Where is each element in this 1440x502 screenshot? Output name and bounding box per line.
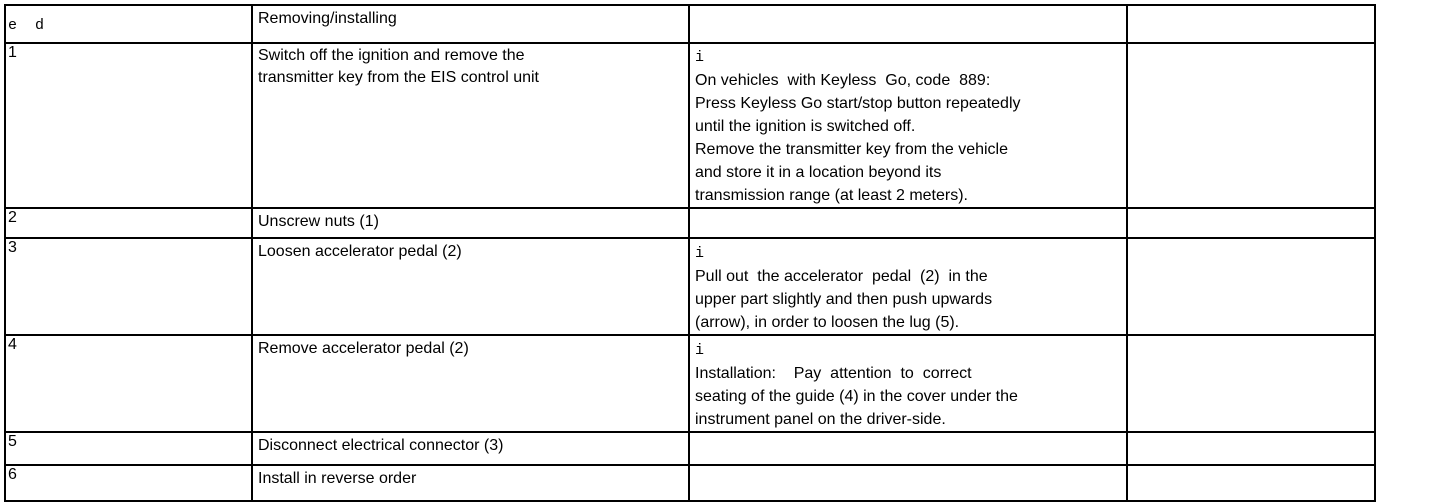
- step-number: 2: [5, 208, 252, 238]
- step-action: Switch off the ignition and remove the transmitter key from the EIS control unit: [252, 43, 689, 208]
- step-note: [689, 208, 1127, 238]
- step-note: i On vehicles with Keyless Go, code 889: Press Keyless Go start/stop button repeatedly until the ignition is switched off. Remove the transmitter key from the vehicle and store it in a location beyond its transmission range (at least 2 meters).: [689, 43, 1127, 208]
- header-operation-column: Removing/installing: [252, 5, 689, 43]
- step-action: Disconnect electrical connector (3): [252, 432, 689, 465]
- step-number: 1: [5, 43, 252, 208]
- step-number: 6: [5, 465, 252, 501]
- step-number: 5: [5, 432, 252, 465]
- step-extra: [1127, 465, 1375, 501]
- step-extra: [1127, 208, 1375, 238]
- step-note: [689, 465, 1127, 501]
- info-icon: i: [695, 49, 705, 66]
- table-row: [5, 335, 1375, 432]
- step-action: Remove accelerator pedal (2): [252, 335, 689, 432]
- step-note: [689, 432, 1127, 465]
- step-number: 4: [5, 335, 252, 432]
- step-action: Loosen accelerator pedal (2): [252, 238, 689, 335]
- table-row: [5, 238, 1375, 335]
- info-icon: i: [695, 342, 705, 359]
- step-action: Install in reverse order: [252, 465, 689, 501]
- step-note: i Pull out the accelerator pedal (2) in the upper part slightly and then push upwards (arrow), in order to loosen the lug (5).: [689, 238, 1127, 335]
- step-action: Unscrew nuts (1): [252, 208, 689, 238]
- table-row: [5, 208, 1375, 238]
- step-note: i Installation: Pay attention to correct seating of the guide (4) in the cover under the instrument panel on the driver-side.: [689, 335, 1127, 432]
- step-extra: [1127, 432, 1375, 465]
- procedure-table: [4, 4, 1376, 502]
- step-extra: [1127, 43, 1375, 208]
- step-number: 3: [5, 238, 252, 335]
- header-note-column: [689, 5, 1127, 43]
- table-row: [5, 432, 1375, 465]
- info-icon: i: [695, 245, 705, 262]
- table-header-row: [5, 5, 1375, 43]
- step-extra: [1127, 335, 1375, 432]
- header-extra-column: [1127, 5, 1375, 43]
- step-extra: [1127, 238, 1375, 335]
- table-row: [5, 465, 1375, 501]
- header-step-column: e d: [5, 5, 252, 43]
- table-row: [5, 43, 1375, 208]
